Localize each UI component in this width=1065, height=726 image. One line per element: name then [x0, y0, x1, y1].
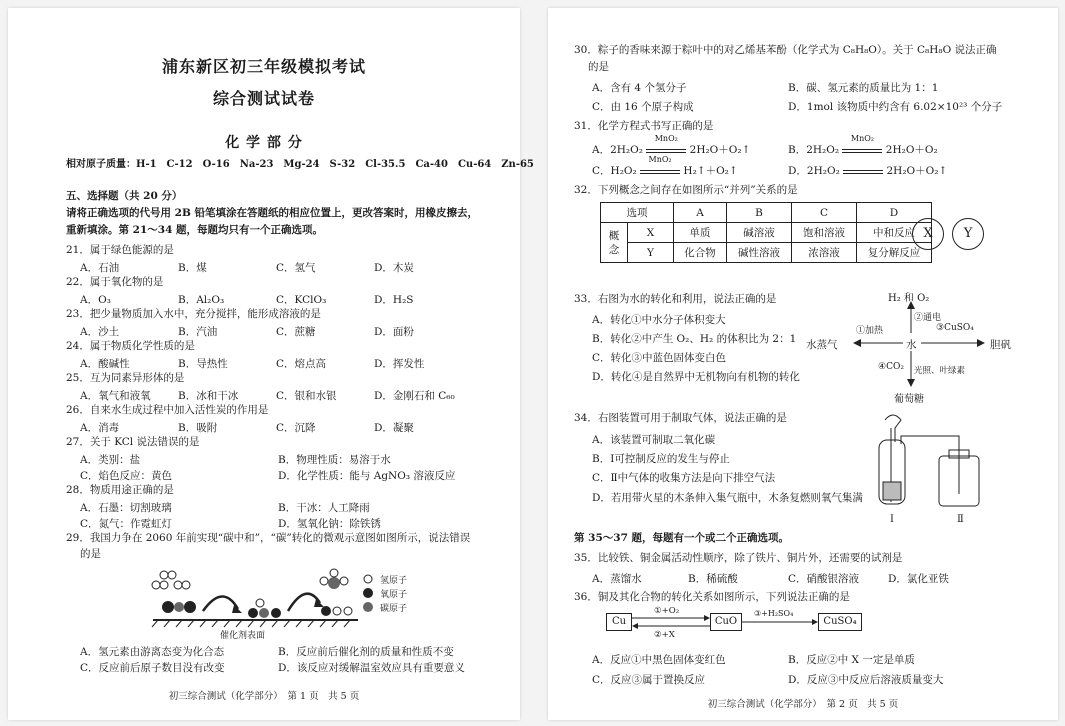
- atomic-mass-line: 相对原子质量：H-1 C-12 O-16 Na-23 Mg-24 S-32 Cl-35.5 Ca-40 Cu-64 Zn-65: [66, 159, 534, 170]
- question-31-stem: 31．化学方程式书写正确的是: [574, 120, 714, 132]
- question-30-stem-2: 的是: [588, 61, 609, 73]
- circle-y: Y: [952, 218, 984, 250]
- hydrogen-molecules: [152, 571, 190, 589]
- instruction-line-2: 重新填涂。第 21～34 题，每题均只有一个正确选项。: [66, 224, 324, 236]
- q35-option-d: D．氯化亚铁: [888, 573, 949, 585]
- question-stem: 24．属于物质化学性质的是: [66, 340, 195, 352]
- arrow-1: [203, 596, 238, 611]
- section-title: 化 学 部 分: [225, 135, 303, 151]
- q31-b-right: 2H₂O＋O₂: [885, 144, 938, 156]
- page-1-footer: 初三综合测试（化学部分） 第 1 页 共 5 页: [168, 691, 360, 702]
- diagram-glucose: 葡萄糖: [894, 394, 924, 405]
- q27-option-c: C．焰色反应：黄色: [80, 470, 173, 482]
- diagram-h2-o2: H₂ 和 O₂: [888, 293, 930, 304]
- concept-table: [600, 202, 932, 263]
- table-cell: 浓溶液: [792, 243, 857, 263]
- exam-subtitle: 综合测试试卷: [212, 89, 315, 108]
- q31-option-c: [592, 155, 738, 178]
- q28-option-a: A．石墨：切割玻璃: [80, 502, 172, 514]
- q28-option-b: B．干冰：人工降雨: [278, 502, 370, 514]
- table-header-cell: B: [727, 203, 792, 223]
- question-option: D．H₂S: [374, 294, 414, 306]
- q36-option-c: C．反应③属于置换反应: [592, 674, 706, 686]
- concept-label: 概念: [601, 223, 628, 263]
- table-cell: 复分解反应: [857, 243, 932, 263]
- table-cell: 单质: [674, 223, 727, 243]
- q31-option-d: [788, 163, 947, 178]
- diagram-photosynthesis: 光照、叶绿素: [914, 366, 966, 376]
- question-option: A．酸碱性: [80, 358, 130, 370]
- legend-carbon: 碳原子: [380, 604, 408, 614]
- question-option: A．沙土: [80, 326, 120, 338]
- q27-option-d: D．化学性质：能与 AgNO₃ 溶液反应: [278, 470, 456, 482]
- q31-c-left: C．H₂O₂: [592, 165, 637, 177]
- q34-option-a: A．该装置可制取二氧化碳: [592, 434, 716, 446]
- table-cell: 中和反应: [857, 223, 932, 243]
- table-cell: 化合物: [674, 243, 727, 263]
- table-cell: X: [628, 223, 674, 243]
- question-option: A．消毒: [80, 422, 120, 434]
- question-33-stem: 33．右图为水的转化和利用，说法正确的是: [574, 293, 777, 305]
- table-cell: Y: [628, 243, 674, 263]
- q30-option-b: B．碳、氢元素的质量比为 1：1: [788, 82, 939, 94]
- q30-option-d: D．1mol 该物质中约含有 6.02×10²³ 个分子: [788, 101, 1003, 113]
- copper-sulfate-box: CuSO₄: [818, 613, 862, 631]
- question-34-stem: 34．右图装置可用于制取气体，说法正确的是: [574, 412, 787, 424]
- question-36-stem: 36．铜及其化合物的转化关系如图所示，下列说法正确的是: [574, 591, 850, 603]
- diagram-cuso4: ③CuSO₄: [936, 323, 974, 333]
- q31-c-condition: MnO₂: [648, 155, 672, 164]
- q31-b-condition: MnO₂: [850, 134, 874, 143]
- q30-option-c: C．由 16 个原子构成: [592, 101, 694, 113]
- table-header-cell: 选项: [601, 203, 674, 223]
- q27-option-a: A．类别：盐: [80, 454, 141, 466]
- question-option: A．O₃: [80, 294, 111, 306]
- question-29-stem-1: 29．我国力争在 2060 年前实现“碳中和”，“碳”转化的微观示意图如图所示，说法错误: [66, 532, 471, 544]
- instruction-line-1: 请将正确选项的代号用 2B 铅笔填涂在答题纸的相应位置上，更改答案时，用橡皮擦去，: [66, 207, 478, 219]
- q35-option-a: A．蒸馏水: [592, 573, 642, 585]
- q31-option-b: [788, 134, 938, 157]
- question-option: D．挥发性: [374, 358, 425, 370]
- q29-option-c: C．反应前后原子数目没有改变: [80, 662, 225, 674]
- question-option: C．熔点高: [276, 358, 327, 370]
- gas-apparatus-diagram: [873, 408, 983, 510]
- table-cell: 碱溶液: [727, 223, 792, 243]
- q27-option-b: B．物理性质：易溶于水: [278, 454, 391, 466]
- table-row-x: [601, 223, 932, 243]
- question-option: B．导热性: [178, 358, 228, 370]
- q33-option-c: C．转化③中蓝色固体变白色: [592, 352, 727, 364]
- question-option: B．Al₂O₃: [178, 294, 225, 306]
- question-28-stem: 28．物质用途正确的是: [66, 484, 174, 496]
- q36-option-b: B．反应②中 X 一定是单质: [788, 654, 915, 666]
- question-stem: 22．属于氧化物的是: [66, 276, 164, 288]
- q29-option-d: D．该反应对缓解温室效应具有重要意义: [278, 662, 465, 674]
- q36-option-d: D．反应③中反应后溶液质量变大: [788, 674, 944, 686]
- question-option: C．氢气: [276, 262, 316, 274]
- q31-a-right: 2H₂O＋O₂↑: [689, 144, 751, 156]
- q31-b-left: B．2H₂O₂: [788, 144, 840, 156]
- table-cell: 碱性溶液: [727, 243, 792, 263]
- q34-option-d: D．若用带火星的木条伸入集气瓶中，木条复燃则氧气集满: [592, 492, 863, 504]
- co2-on-surface: [162, 601, 196, 613]
- question-option: B．煤: [178, 262, 207, 274]
- question-option: B．汽油: [178, 326, 218, 338]
- q34-option-b: B．Ⅰ可控制反应的发生与停止: [592, 453, 730, 465]
- question-option: D．面粉: [374, 326, 414, 338]
- page-2-footer: 初三综合测试（化学部分） 第 2 页 共 5 页: [707, 699, 899, 710]
- exam-page-1: [8, 8, 534, 720]
- table-header-cell: A: [674, 203, 727, 223]
- question-option: C．蔗糖: [276, 326, 316, 338]
- q33-option-d: D．转化④是自然界中无机物向有机物的转化: [592, 371, 800, 383]
- question-stem: 21．属于绿色能源的是: [66, 244, 174, 256]
- question-option: D．木炭: [374, 262, 414, 274]
- question-option: A．石油: [80, 262, 120, 274]
- q35-option-b: B．稀硫酸: [688, 573, 738, 585]
- legend-oxygen: 氧原子: [380, 590, 408, 600]
- question-32-stem: 32．下列概念之间存在如图所示“并列”关系的是: [574, 184, 798, 196]
- diagram-electrolysis: ②通电: [914, 313, 942, 323]
- question-27-stem: 27．关于 KCl 说法错误的是: [66, 436, 200, 448]
- q33-option-a: A．转化①中水分子体积变大: [592, 314, 726, 326]
- table-header-cell: D: [857, 203, 932, 223]
- q31-a-left: A．2H₂O₂: [592, 144, 643, 156]
- part-2-heading: 第 35～37 题，每题有一个或二个正确选项。: [574, 532, 790, 544]
- diagram-water: 水: [906, 339, 917, 351]
- reaction-2-label: ②+X: [654, 630, 675, 640]
- diagram-heating: ①加热: [856, 326, 884, 336]
- reaction-3-label: ③+H₂SO₄: [754, 609, 794, 618]
- q29-option-b: B．反应前后催化剂的质量和性质不变: [278, 646, 454, 658]
- question-stem: 23．把少量物质加入水中，充分搅拌，能形成溶液的是: [66, 308, 321, 320]
- carbon-conversion-diagram: [148, 563, 398, 641]
- table-header-row: [601, 203, 932, 223]
- q30-option-a: A．含有 4 个氢分子: [592, 82, 687, 94]
- q33-option-b: B．转化②中产生 O₂、H₂ 的体积比为 2：1: [592, 333, 797, 345]
- question-30-stem-1: 30．粽子的香味来源于粽叶中的对乙烯基苯酚（化学式为 C₈H₈O）。关于 C₈H₈O 说法正确: [574, 44, 997, 56]
- apparatus-label-2: Ⅱ: [957, 514, 964, 525]
- q31-d-right: 2H₂O＋O₂↑: [886, 165, 948, 177]
- q35-option-c: C．硝酸银溶液: [788, 573, 860, 585]
- question-stem: 25．互为同素异形体的是: [66, 372, 185, 384]
- q28-option-d: D．氢氧化钠：除铁锈: [278, 518, 381, 530]
- question-29-stem-2: 的是: [80, 548, 101, 560]
- question-option: B．冰和干冰: [178, 390, 239, 402]
- diagram-steam: 水蒸气: [806, 339, 838, 351]
- reaction-1-label: ①+O₂: [654, 606, 680, 616]
- q34-option-c: C．Ⅱ中气体的收集方法是向下排空气法: [592, 472, 776, 484]
- question-stem: 26．自来水生成过程中加入活性炭的作用是: [66, 404, 269, 416]
- table-row-y: [601, 243, 932, 263]
- apparatus-label-1: Ⅰ: [890, 514, 894, 525]
- diagram-co2: ④CO₂: [878, 362, 904, 372]
- q31-c-right: H₂↑＋O₂↑: [683, 165, 738, 177]
- intermediate: [248, 599, 281, 618]
- question-option: B．吸附: [178, 422, 218, 434]
- q31-d-left: D．2H₂O₂: [788, 165, 840, 177]
- diagram-chalcanthite: 胆矾: [990, 339, 1011, 351]
- copper-oxide-box: CuO: [710, 613, 742, 631]
- q29-option-a: A．氢元素由游离态变为化合态: [80, 646, 225, 658]
- question-option: C．KClO₃: [276, 294, 327, 306]
- legend-hydrogen: 氢原子: [380, 576, 408, 586]
- circle-x: X: [912, 218, 944, 250]
- question-35-stem: 35．比较铁、铜金属活动性顺序，除了铁片、铜片外，还需要的试剂是: [574, 552, 903, 564]
- table-header-cell: C: [792, 203, 857, 223]
- question-option: C．沉降: [276, 422, 316, 434]
- catalyst-surface-label: 催化剂表面: [220, 631, 266, 641]
- exam-page-2: [548, 8, 1058, 720]
- question-option: D．凝聚: [374, 422, 414, 434]
- question-option: D．金刚石和 C₆₀: [374, 390, 455, 402]
- table-cell: 饱和溶液: [792, 223, 857, 243]
- part-heading: 五、选择题（共 20 分）: [66, 190, 183, 202]
- question-option: A．氧气和液氧: [80, 390, 151, 402]
- copper-box: Cu: [606, 613, 632, 631]
- q36-option-a: A．反应①中黑色固体变红色: [592, 654, 726, 666]
- product-molecules: [320, 569, 352, 616]
- question-option: C．银和水银: [276, 390, 337, 402]
- q28-option-c: C．氮气：作霓虹灯: [80, 518, 173, 530]
- q31-a-condition: MnO₂: [654, 134, 678, 143]
- exam-title: 浦东新区初三年级模拟考试: [161, 57, 366, 76]
